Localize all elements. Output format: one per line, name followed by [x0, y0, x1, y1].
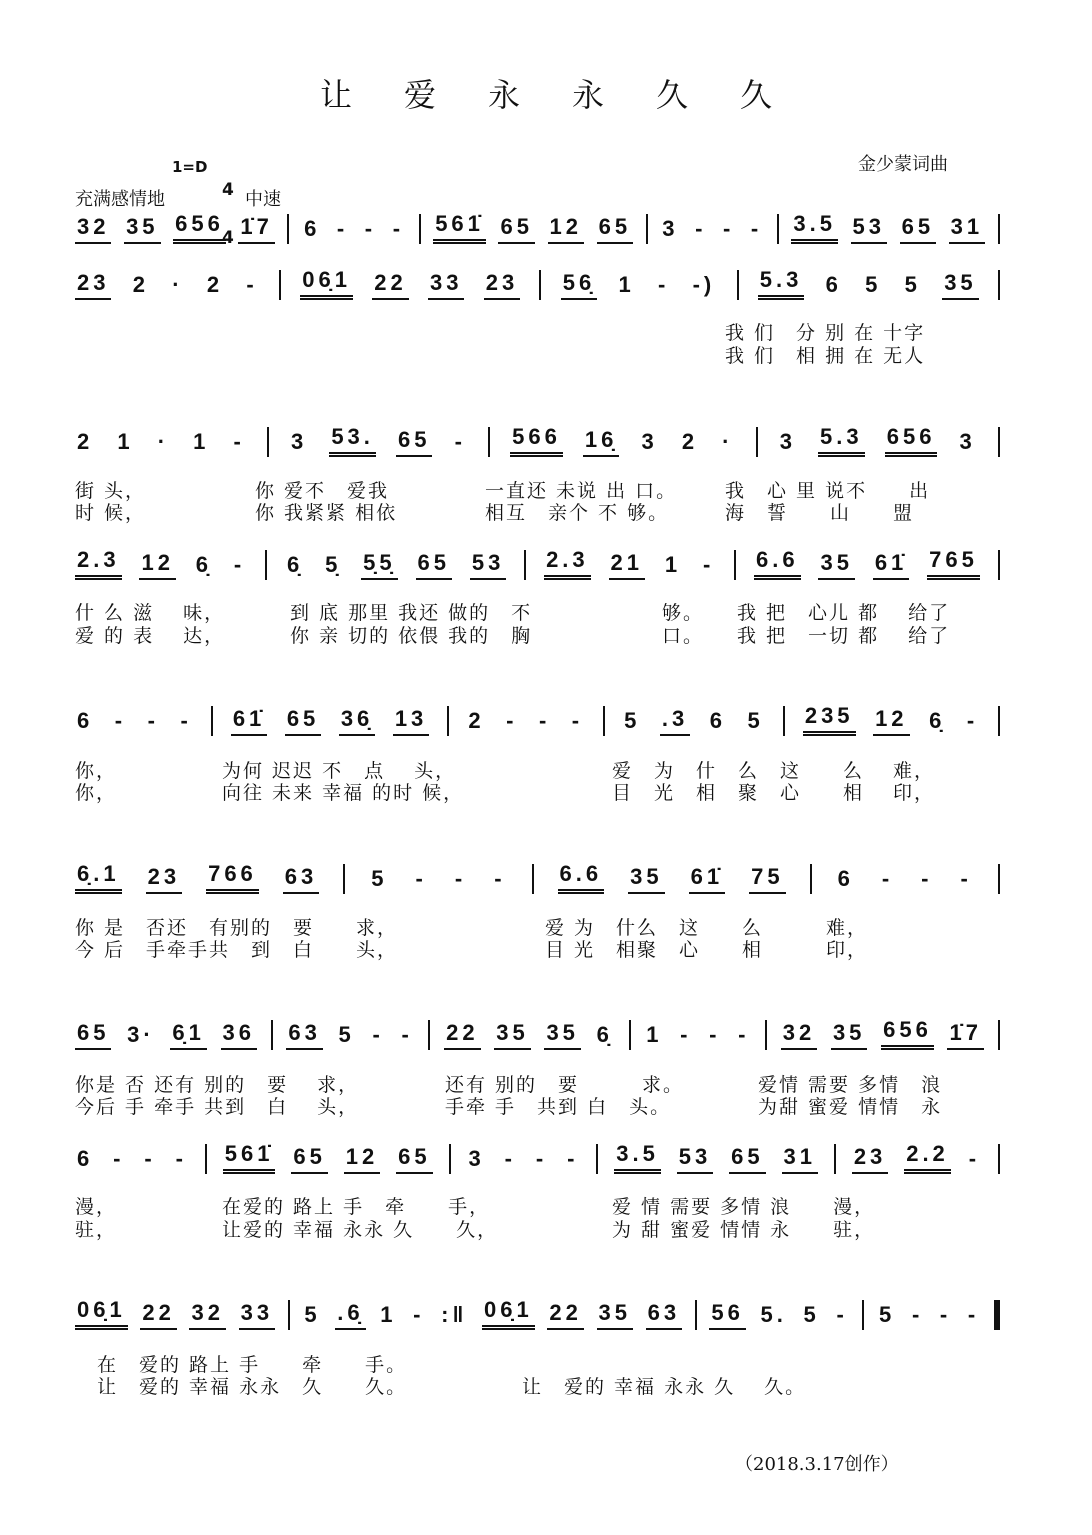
note-group: 6̣1 [170, 1021, 206, 1050]
note-group: 12 [344, 1145, 380, 1174]
song-title: 让爱永永久久 [319, 76, 824, 114]
dash-extension: - [413, 1302, 425, 1327]
barline [777, 214, 779, 244]
note-group: 3.5 [614, 1142, 661, 1174]
lyric-verse1: 爱情 需要 多情 浪 [758, 1074, 943, 1096]
dash-extension: - [567, 1146, 579, 1171]
barline [596, 1144, 598, 1174]
note-group: 766 [206, 862, 259, 894]
note-group: 65 [729, 1145, 765, 1174]
dash-extension: - [113, 1146, 125, 1171]
notation-line-1 [75, 211, 1000, 248]
composition-date: （2018.3.17创作） [735, 1454, 899, 1475]
note-group: 6̣ [195, 552, 213, 577]
barline [265, 550, 267, 580]
note-group: 61̇ [689, 865, 725, 894]
lyric-verse2: 为甜 蜜爱 情情 永 [758, 1096, 943, 1118]
dash-extension: - [939, 1302, 952, 1327]
note-group: 6̣.1 [75, 862, 122, 894]
barline [343, 864, 345, 894]
dash-extension: - [722, 216, 735, 241]
note-group: 31 [949, 215, 985, 244]
note-group: 65 [900, 215, 936, 244]
barline [998, 1144, 1000, 1174]
lyric-verse1: 你， [75, 760, 118, 782]
barline [449, 1144, 451, 1174]
barline [998, 1020, 1000, 1050]
lyric-verse1: 什 么 滋 味， [75, 602, 226, 624]
lyric-verse2: 手牵 手 共到 白 头。 [445, 1096, 672, 1118]
lyric-verse2: 向往 未来 幸福 的时 候， [222, 782, 465, 804]
note-group: 6̣ [596, 1022, 613, 1047]
barline [428, 1020, 430, 1050]
note-group: 75 [749, 865, 785, 894]
dash-extension: - [966, 708, 979, 733]
dash-extension: - [738, 1022, 750, 1047]
lyric-verse1: 我 们 分 别 在 十字 [725, 322, 926, 344]
dash-extension: - [921, 866, 933, 891]
note-group: 65 [291, 1145, 327, 1174]
note-group: 2 [77, 429, 94, 454]
note-group: 22 [372, 271, 408, 300]
note-group: 1 [618, 272, 635, 297]
barline [998, 270, 1000, 300]
dash-extension: - [364, 216, 377, 241]
lyric-verse1: 为何 迟迟 不 点 头， [222, 760, 457, 782]
note-group: 6 [825, 272, 842, 297]
note-group: 23 [484, 271, 520, 300]
note-group: 61̇ [873, 551, 909, 580]
lyric-verse2: 相互 亲个 不 够。 [485, 502, 670, 524]
lyric-coda: 让 爱的 幸福 永永 久 久。 [522, 1376, 807, 1398]
barline [783, 706, 785, 736]
note-group: 63 [646, 1301, 682, 1330]
lyric-verse1: 一直还 未说 出 口。 [485, 480, 678, 502]
note-group: 5 [879, 1302, 896, 1327]
lyric-verse2: 为 甜 蜜爱 情情 永 驻， [612, 1219, 876, 1241]
repeat-barline: :‖ [441, 1302, 468, 1327]
barline [695, 1300, 697, 1330]
note-group: 561̇ [223, 1142, 276, 1174]
note-group: 2 [681, 429, 699, 454]
dash-extension: - [680, 1022, 692, 1047]
lyric-verse1: 够。 [662, 602, 705, 624]
note-group: 6.6 [558, 862, 605, 894]
barline [419, 214, 421, 244]
note-group: 3 [779, 429, 796, 454]
lyric-verse1: 你 爱不 爱我 [255, 480, 390, 502]
note-group: 35 [494, 1021, 530, 1050]
barline [211, 706, 213, 736]
lyric-verse2: 今 后 手牵手共 到 白 头， [75, 939, 399, 961]
note-group: 2 [206, 272, 224, 297]
barline [287, 214, 289, 244]
dash-extension: - [233, 429, 245, 454]
barline [756, 427, 758, 457]
note-group: 235 [803, 704, 856, 736]
dash-extension: - [960, 866, 972, 891]
dash-extension: - [658, 272, 670, 297]
note-group: 22 [547, 1301, 583, 1330]
barline [862, 1300, 864, 1330]
note-group: 32 [75, 215, 111, 244]
dash-extension: - [233, 552, 246, 577]
barline [205, 1144, 207, 1174]
barline [998, 214, 1000, 244]
barline [998, 864, 1000, 894]
lyric-verse2: 爱 的 表 达， [75, 625, 226, 647]
note-group: 35 [544, 1021, 580, 1050]
note-group: 6 [837, 866, 854, 891]
barline [288, 1300, 290, 1330]
expression-mark: 充满感情地 [75, 189, 165, 210]
dash-extension: - [967, 1302, 980, 1327]
dash-extension: - [506, 708, 518, 733]
barline [267, 427, 269, 457]
note-group: 1 [646, 1022, 663, 1047]
lyric-verse1: 到 底 那里 我还 做的 不 [290, 602, 533, 624]
note-group: 16̣ [583, 428, 619, 457]
tempo-mark: 中速 [245, 189, 281, 210]
time-signature-top: 4 [222, 180, 234, 200]
lyric-verse1: 爱 为 什 么 这 么 难， [612, 760, 936, 782]
note-group: 3 [290, 429, 308, 454]
lyric-verse1: 在爱的 路上 手 牵 手， [222, 1196, 491, 1218]
author-credit: 金少蒙词曲 [858, 154, 948, 175]
note-group: 22 [140, 1301, 176, 1330]
note-group: 3· [127, 1022, 155, 1047]
note-group: · [172, 272, 184, 297]
note-group: 35 [628, 865, 664, 894]
lyric-verse1: 街 头， [75, 480, 147, 502]
note-group: 5 [371, 866, 388, 891]
note-group: 32 [189, 1301, 225, 1330]
barline [629, 1020, 631, 1050]
note-group: 35 [124, 215, 160, 244]
barline [998, 427, 1000, 457]
notation-line-4 [75, 547, 1000, 580]
note-group: 2.2 [904, 1142, 951, 1174]
note-group: 6.6 [754, 548, 801, 580]
notation-line-5 [75, 703, 1000, 736]
note-group: 23 [146, 865, 182, 894]
dash-extension: - [881, 866, 894, 891]
lyric-verse1: 爱 为 什么 这 么 难， [545, 917, 869, 939]
dash-extension: - [372, 1022, 384, 1047]
notation-line-6 [75, 861, 1000, 894]
note-group: 3 [959, 429, 976, 454]
note-group: · [722, 429, 734, 454]
note-group: 5̣5̣ [361, 551, 397, 580]
note-group: 3 [662, 216, 679, 241]
note-group: -) [692, 272, 716, 297]
note-group: 33 [428, 271, 464, 300]
note-group: 5 [338, 1022, 355, 1047]
time-signature-bottom: 4 [222, 228, 234, 248]
note-group: 1 [664, 552, 682, 577]
lyric-verse1: 你是 否 还有 别的 要 求， [75, 1074, 360, 1096]
notation-line-9 [75, 1297, 1000, 1330]
dash-extension: - [538, 708, 551, 733]
note-group: 3.5 [791, 212, 838, 244]
dash-extension: - [114, 708, 127, 733]
note-group: 53. [329, 425, 376, 457]
note-group: 36 [221, 1021, 257, 1050]
dash-extension: - [494, 866, 506, 891]
note-group: 2 [132, 272, 149, 297]
dash-extension: - [695, 216, 707, 241]
notation-line-8 [75, 1141, 1000, 1174]
barline [646, 214, 648, 244]
note-group: 1̇7 [947, 1021, 983, 1050]
dash-extension: - [144, 1146, 156, 1171]
note-group: 06̣1 [300, 268, 353, 300]
dash-extension: - [175, 1146, 187, 1171]
note-group: 23 [75, 271, 111, 300]
dash-extension: - [392, 216, 405, 241]
dash-extension: - [968, 1146, 981, 1171]
dash-extension: - [336, 216, 349, 241]
dash-extension: - [750, 216, 763, 241]
note-group: 65 [75, 1021, 111, 1050]
dash-extension: - [504, 1146, 516, 1171]
lyric-verse2: 让爱的 幸福 永永 久 久， [222, 1219, 499, 1241]
dash-extension: - [415, 866, 427, 891]
note-group: 06̣1 [482, 1298, 535, 1330]
dash-extension: - [571, 708, 584, 733]
lyric-verse2: 你 亲 切的 依偎 我的 胸 [290, 625, 533, 647]
note-group: 12 [139, 551, 175, 580]
note-group: 65 [416, 551, 452, 580]
note-group: 23 [852, 1145, 888, 1174]
note-group: 1̇7 [238, 215, 274, 244]
barline [279, 270, 281, 300]
note-group: · [157, 429, 170, 454]
note-group: 6 [709, 708, 727, 733]
note-group: 53 [851, 215, 887, 244]
note-group: 6̣ [929, 708, 946, 733]
note-group: 6̣ [286, 552, 304, 577]
notation-line-2 [75, 267, 1000, 300]
dash-extension: - [454, 866, 467, 891]
note-group: 656 [173, 212, 226, 244]
note-group: 1 [380, 1302, 397, 1327]
note-group: 5. [760, 1302, 787, 1327]
final-barline [994, 1300, 1000, 1330]
note-group: 5 [865, 272, 882, 297]
barline [810, 864, 812, 894]
note-group: 32 [781, 1021, 817, 1050]
note-group: 1 [117, 429, 134, 454]
barline [737, 270, 739, 300]
key-signature: 1=D [172, 158, 208, 176]
note-group: 5 [904, 272, 921, 297]
note-group: 21 [609, 551, 645, 580]
note-group: 5̣ [325, 552, 342, 577]
note-group: 22 [444, 1021, 480, 1050]
note-group: 765 [927, 548, 980, 580]
lyric-verse1: 爱 情 需要 多情 浪 漫， [612, 1196, 876, 1218]
note-group: 56̣ [561, 271, 597, 300]
dash-extension: - [535, 1146, 548, 1171]
note-group: 2.3 [75, 548, 122, 580]
note-group: 61̇ [231, 707, 267, 736]
lyric-verse2: 口。 [662, 625, 705, 647]
dash-extension: - [702, 552, 715, 577]
barline [447, 706, 449, 736]
lyric-verse1: 你 是 否还 有别的 要 求， [75, 917, 399, 939]
barline [765, 1020, 767, 1050]
lyric-verse1: 还有 别的 要 求。 [445, 1074, 685, 1096]
note-group: 35 [818, 551, 854, 580]
note-group: 6 [77, 708, 94, 733]
note-group: 53 [677, 1145, 713, 1174]
note-group: 12 [548, 215, 584, 244]
dash-extension: - [911, 1302, 924, 1327]
barline [998, 706, 1000, 736]
dash-extension: - [246, 272, 258, 297]
barline [734, 550, 736, 580]
note-group: 35 [597, 1301, 633, 1330]
note-group: 656 [881, 1018, 934, 1050]
note-group: 35 [942, 271, 978, 300]
lyric-verse2: 今后 手 牵手 共到 白 头， [75, 1096, 360, 1118]
dash-extension: - [836, 1302, 848, 1327]
note-group: 3 [468, 1146, 485, 1171]
note-group: 65 [396, 1145, 432, 1174]
lyric-verse2: 海 誓 山 盟 [725, 502, 915, 524]
note-group: .6̣ [335, 1301, 365, 1330]
note-group: 06̣1 [75, 1298, 128, 1330]
lyric-verse1: 我 心 里 说不 出 [725, 480, 931, 502]
lyric-verse2: 你 我紧紧 相依 [255, 502, 398, 524]
dash-extension: - [180, 708, 192, 733]
time-signature [222, 150, 234, 262]
barline [271, 1020, 273, 1050]
lyric-verse1: 我 把 心儿 都 给了 [737, 602, 951, 624]
note-group: .3 [660, 707, 690, 736]
lyric-verse2: 目 光 相 聚 心 相 印， [612, 782, 936, 804]
barline [834, 1144, 836, 1174]
dash-extension: - [147, 708, 159, 733]
barline [524, 550, 526, 580]
note-group: 35 [831, 1021, 867, 1050]
note-group: 6 [77, 1146, 94, 1171]
lyric-verse2: 我 们 相 拥 在 无人 [725, 345, 926, 367]
note-group: 5 [803, 1302, 820, 1327]
note-group: 5 [304, 1302, 321, 1327]
lyric-verse2: 你， [75, 782, 118, 804]
barline [488, 427, 490, 457]
barline [539, 270, 541, 300]
note-group: 5.3 [818, 425, 865, 457]
note-group: 56 [709, 1301, 745, 1330]
note-group: 65 [285, 707, 321, 736]
lyric-verse2: 时 候， [75, 502, 147, 524]
notation-line-7 [75, 1017, 1000, 1050]
lyric-verse2: 驻， [75, 1219, 118, 1241]
note-group: 1 [193, 429, 210, 454]
note-group: 63 [283, 865, 319, 894]
note-group: 65 [396, 428, 432, 457]
note-group: 53 [470, 551, 506, 580]
lyric-verse1: 在 爱的 路上 手 牵 手。 [97, 1354, 408, 1376]
note-group: 36̣ [339, 707, 375, 736]
barline [998, 550, 1000, 580]
note-group: 5 [624, 708, 641, 733]
lyric-verse2: 目 光 相聚 心 相 印， [545, 939, 869, 961]
note-group: 12 [873, 707, 909, 736]
note-group: 2.3 [544, 548, 591, 580]
barline [532, 864, 534, 894]
note-group: 6 [304, 216, 321, 241]
lyric-verse2: 我 把 一切 都 给了 [737, 625, 951, 647]
note-group: 63 [286, 1021, 322, 1050]
note-group: 3 [641, 429, 658, 454]
dash-extension: - [709, 1022, 721, 1047]
note-group: 561̇ [433, 212, 486, 244]
note-group: 5 [747, 708, 764, 733]
lyric-verse1: 漫， [75, 1196, 118, 1218]
note-group: 656 [885, 425, 938, 457]
note-group: 2 [468, 708, 485, 733]
note-group: 65 [498, 215, 534, 244]
notation-line-3 [75, 424, 1000, 457]
note-group: 566 [510, 425, 563, 457]
note-group: 13 [393, 707, 429, 736]
note-group: 31 [782, 1145, 818, 1174]
lyric-verse2: 让 爱的 幸福 永永 久 久。 [97, 1376, 408, 1398]
barline [603, 706, 605, 736]
dash-extension: - [401, 1022, 413, 1047]
note-group: 5.3 [758, 268, 805, 300]
note-group: 33 [239, 1301, 275, 1330]
dash-extension: - [454, 429, 466, 454]
note-group: 65 [597, 215, 633, 244]
